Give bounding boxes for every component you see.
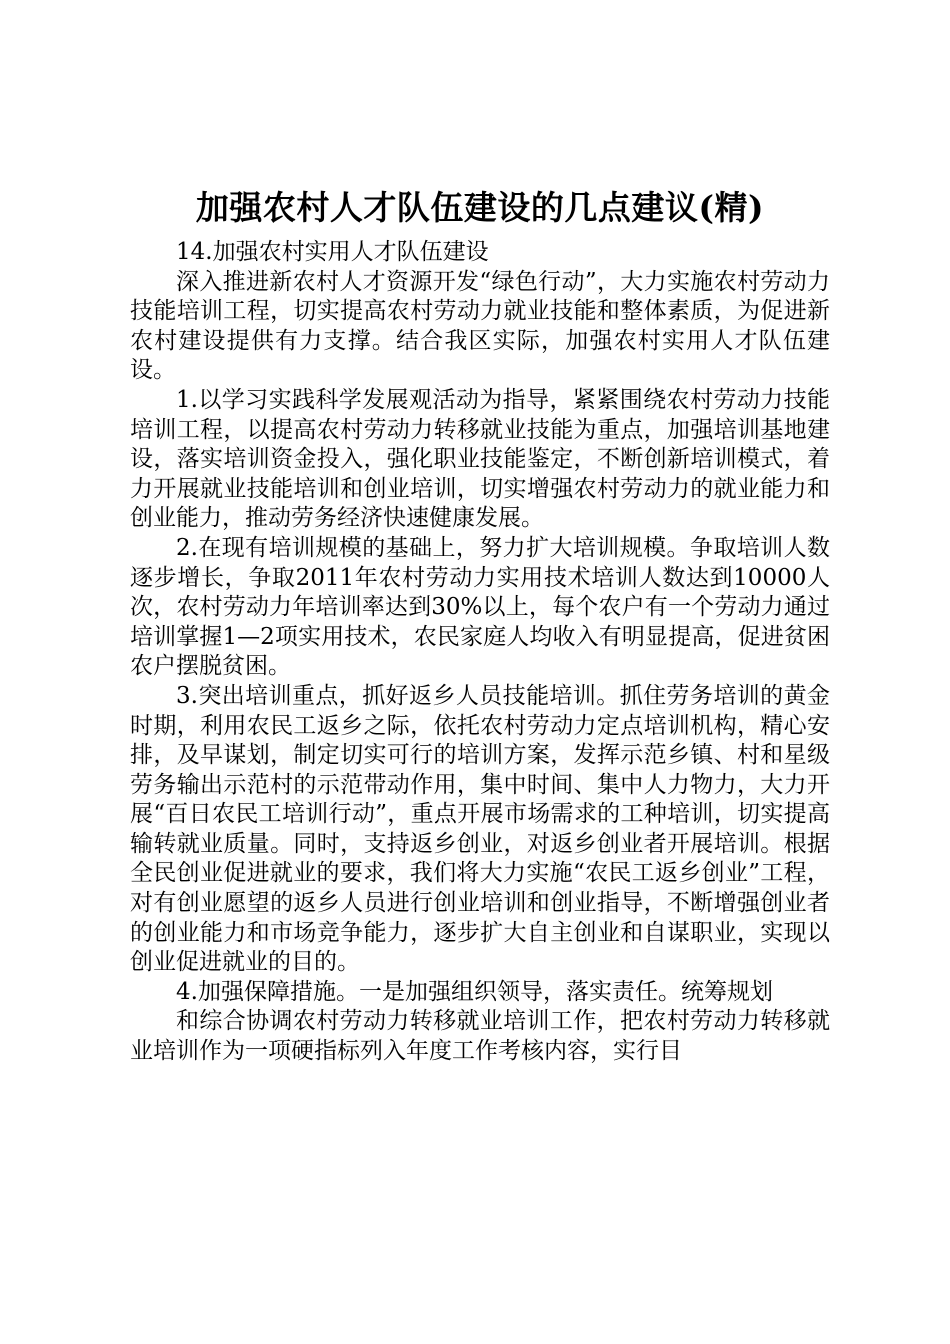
document-page xyxy=(130,186,830,1067)
point-3-paragraph: 3.突出培训重点，抓好返乡人员技能培训。抓住劳务培训的黄金时期，利用农民工返乡之际，依托农村劳动力定点培训机构，精心安排，及早谋划，制定切实可行的培训方案，发挥示范乡镇、村和星级劳务输出示范村的示范带动作用，集中时间、集中人力物力，大力开展“百日农民工培训行动”，重点开展市场需求的工种培训，切实提高输转就业质量。同时，支持返乡创业，对返乡创业者开展培训。根据全民创业促进就业的要求，我们将大力实施“农民工返乡创业”工程，对有创业愿望的返乡人员进行创业培训和创业指导，不断增强创业者的创业能力和市场竞争能力，逐步扩大自主创业和自谋职业，实现以创业促进就业的目的。 xyxy=(130,682,830,976)
point-2-paragraph: 2.在现有培训规模的基础上，努力扩大培训规模。争取培训人数逐步增长，争取2011年农村劳动力实用技术培训人数达到10000人次，农村劳动力年培训率达到30%以上，每个农户有一个劳动力通过培训掌握1—2项实用技术，农民家庭人均收入有明显提高，促进贫困农户摆脱贫困。 xyxy=(130,534,830,680)
point-4-paragraph: 4.加强保障措施。一是加强组织领导，落实责任。统筹规划 xyxy=(176,978,773,1005)
continuation-paragraph: 和综合协调农村劳动力转移就业培训工作，把农村劳动力转移就业培训作为一项硬指标列入年度工作考核内容，实行目 xyxy=(130,1008,830,1065)
document-title: 加强农村人才队伍建设的几点建议(精) xyxy=(195,188,765,227)
section-heading: 14.加强农村实用人才队伍建设 xyxy=(176,239,489,265)
intro-paragraph: 深入推进新农村人才资源开发“绿色行动”，大力实施农村劳动力技能培训工程，切实提高农村劳动力就业技能和整体素质，为促进新农村建设提供有力支撑。结合我区实际，加强农村实用人才队伍建设。 xyxy=(130,268,830,384)
point-1-paragraph: 1.以学习实践科学发展观活动为指导，紧紧围绕农村劳动力技能培训工程，以提高农村劳动力转移就业技能为重点，加强培训基地建设，落实培训资金投入，强化职业技能鉴定，不断创新培训模式，着力开展就业技能培训和创业培训，切实增强农村劳动力的就业能力和创业能力，推动劳务经济快速健康发展。 xyxy=(130,386,830,532)
